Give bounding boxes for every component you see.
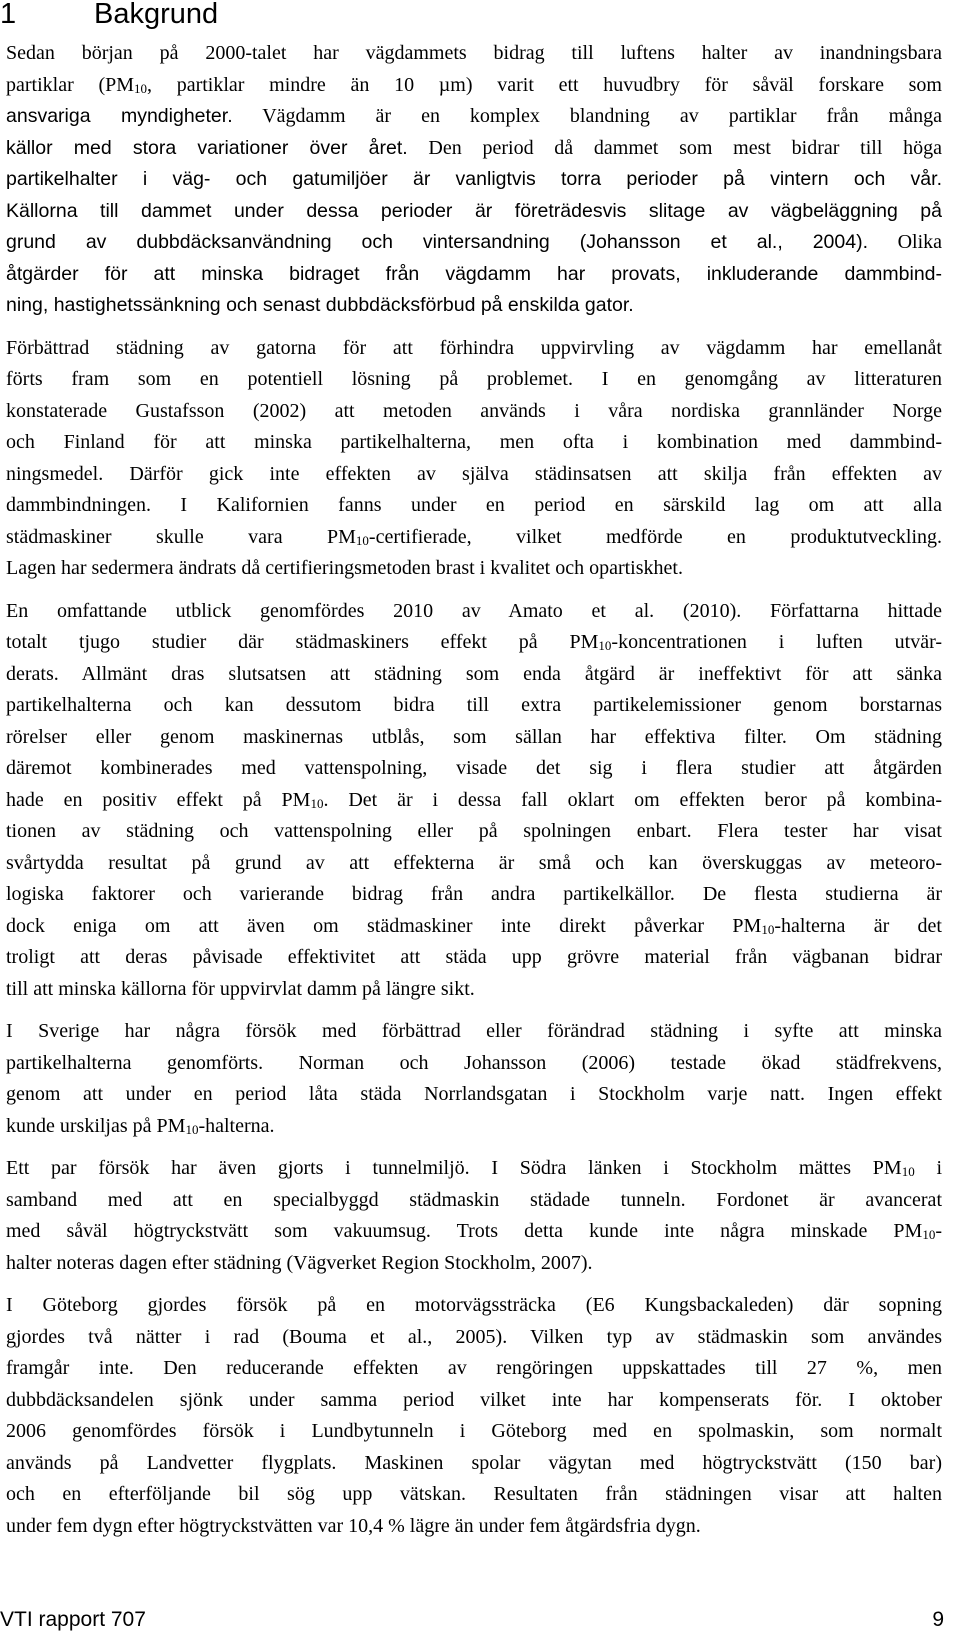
text-run: Ett par försök har även gjorts i tunnelmiljö. I Södra länken i Stockholm mättes PM [6, 1157, 902, 1179]
text-run: dammbindningen. I Kalifornien fanns under en period en särskild lag om att alla [6, 494, 942, 516]
text-line [6, 1111, 942, 1143]
subscript: 10 [134, 80, 148, 96]
text-line [6, 596, 942, 628]
text-run: med såväl högtryckstvätt som vakuumsug. Trots detta kunde inte några minskade PM [6, 1220, 923, 1242]
section-heading [0, 0, 218, 32]
text-run: Den period då dammet som mest bidrar till höga [407, 136, 943, 159]
paragraph [6, 1016, 942, 1142]
text-run: logiska faktorer och varierande bidrag från andra partikelkällor. De flesta studierna är [6, 883, 942, 905]
subscript: 10 [598, 638, 612, 653]
text-run-sans: grund av dubbdäcksanvändning och vintersandning (Johansson et al., 2004). [6, 231, 869, 253]
text-run: - [935, 1220, 942, 1242]
text-line [6, 911, 942, 943]
text-line [6, 879, 942, 911]
section-number: 1 [0, 0, 17, 30]
text-run: ningsmedel. Därför gick inte effekten av själva städinsatsen att skilja från effekten av [6, 462, 942, 485]
text-run: svårtydda resultat på grund av att effekterna är små och kan överskuggas av meteoro- [6, 851, 942, 874]
text-run: hade en positiv effekt på PM [6, 788, 311, 811]
text-line [6, 364, 942, 396]
text-line [6, 1216, 942, 1248]
text-line [6, 659, 942, 691]
body-text [6, 38, 942, 1553]
text-run-sans: partikelhalter i väg- och gatumiljöer är vanligtvis torra perioder på vintern och vår. [6, 168, 942, 190]
text-run: 2006 genomfördes försök i Lundbytunneln i Göteborg med en spolmaskin, som normalt [6, 1420, 942, 1442]
text-line [6, 627, 942, 659]
text-line [6, 490, 942, 522]
text-line [6, 133, 942, 165]
text-line [6, 1248, 942, 1280]
report-label: VTI rapport 707 [0, 1608, 146, 1631]
text-line [6, 942, 942, 974]
text-line [6, 1448, 942, 1480]
text-line [6, 459, 942, 491]
text-run: används på Landvetter flygplats. Maskinen spolar vägytan med högtryckstvätt (150 bar) [6, 1451, 942, 1474]
text-run: En omfattande utblick genomfördes 2010 av Amato et al. (2010). Författarna hittade [6, 599, 942, 622]
text-run: till att minska källorna för uppvirvlat damm på längre sikt. [6, 977, 475, 1000]
text-run: Olika [868, 231, 942, 253]
text-run: däremot kombinerades med vattenspolning, visade det sig i flera studier att åtgärden [6, 757, 942, 779]
paragraph [6, 596, 942, 1006]
text-line [6, 722, 942, 754]
text-line [6, 974, 942, 1006]
text-run: -koncentrationen i luften utvär- [611, 631, 942, 653]
text-run: derats. Allmänt dras slutsatsen att städning som enda åtgärd är ineffektivt för att sänka [6, 662, 942, 685]
text-run: troligt att deras påvisade effektivitet att städa upp grövre material från vägbanan bidrar [6, 946, 942, 968]
text-run: tionen av städning och vattenspolning eller på spolningen enbart. Flera tester har visat [6, 820, 942, 842]
text-line [6, 396, 942, 428]
text-run: -certifierade, vilket medförde en produktutveckling. [368, 525, 943, 548]
text-run: under fem dygn efter högtryckstvätten var 10,4 % lägre än under fem åtgärdsfria dygn. [6, 1514, 701, 1537]
text-run: i [914, 1157, 943, 1179]
text-line [6, 1511, 942, 1543]
text-line [6, 164, 942, 196]
page-number: 9 [932, 1608, 944, 1631]
text-run-sans: Källorna till dammet under dessa perioder är företrädesvis slitage av vägbeläggning på [6, 199, 942, 222]
text-run: kunde urskiljas på PM [6, 1114, 186, 1137]
text-line [6, 1416, 942, 1448]
text-run: Lagen har sedermera ändrats då certifieringsmetoden brast i kvalitet och opartiskhet. [6, 557, 683, 579]
text-run: Sedan början på 2000-talet har vägdammets bidrag till luftens halter av inandningsbara [6, 42, 942, 64]
paragraph [6, 1290, 942, 1542]
text-line [6, 38, 942, 70]
text-line [6, 196, 942, 228]
text-run: . Det är i dessa fall oklart om effekten beror på kombina- [323, 788, 942, 811]
text-line [6, 785, 942, 817]
text-line [6, 1290, 942, 1322]
text-run-sans: källor med stora variationer över året. [6, 136, 408, 159]
text-line [6, 1048, 942, 1080]
subscript: 10 [922, 1227, 936, 1242]
text-run: dubbdäcksandelen sjönk under samma period vilket inte har kompenserats för. I oktober [6, 1388, 942, 1411]
text-run: genom att under en period låta städa Norrlandsgatan i Stockholm varje natt. Ingen effekt [6, 1083, 942, 1105]
text-line [6, 1353, 942, 1385]
text-line [6, 427, 942, 459]
text-run-sans: ansvariga myndigheter. [6, 105, 233, 127]
text-line [6, 753, 942, 785]
page-footer [0, 1602, 960, 1638]
text-line [6, 1016, 942, 1048]
section-title: Bakgrund [94, 0, 219, 30]
text-line [6, 290, 942, 322]
text-run-sans: åtgärder för att minska bidraget från vägdamm har provats, inkluderande dammbind- [6, 262, 942, 285]
text-run: partikelhalterna genomförts. Norman och Johansson (2006) testade ökad städfrekvens, [6, 1051, 942, 1074]
text-line [6, 1385, 942, 1417]
text-run: -halterna. [198, 1114, 275, 1137]
text-run: partikelhalterna och kan dessutom bidra till extra partikelemissioner genom borstarnas [6, 694, 942, 716]
paragraph [6, 1153, 942, 1279]
text-line [6, 259, 942, 291]
text-run: förts fram som en potentiell lösning på problemet. I en genomgång av litteraturen [6, 368, 942, 390]
text-run: städmaskiner skulle vara PM [6, 525, 356, 548]
text-run: I Göteborg gjordes försök på en motorvägssträcka (E6 Kungsbackaleden) där sopning [6, 1294, 942, 1316]
text-run: och en efterföljande bil sög upp vätskan. Resultaten från städningen visar att halten [6, 1483, 942, 1505]
subscript: 10 [901, 1164, 915, 1179]
subscript: 10 [185, 1121, 199, 1137]
text-line [6, 690, 942, 722]
text-run: dock eniga om att även om städmaskiner inte direkt påverkar PM [6, 914, 762, 937]
text-run: och Finland för att minska partikelhalterna, men ofta i kombination med dammbind- [6, 431, 942, 453]
text-line [6, 227, 942, 259]
text-run: totalt tjugo studier där städmaskiners effekt på PM [6, 631, 599, 653]
text-run: konstaterade Gustafsson (2002) att metoden används i våra nordiska grannländer Norge [6, 399, 942, 422]
text-run: Vägdamm är en komplex blandning av partiklar från många [232, 105, 942, 127]
text-line [6, 70, 942, 102]
subscript: 10 [310, 795, 324, 811]
text-line [6, 553, 942, 585]
text-run: partiklar (PM [6, 73, 135, 96]
text-run: halter noteras dagen efter städning (Vägverket Region Stockholm, 2007). [6, 1251, 593, 1274]
text-run: rörelser eller genom maskinernas utblås, som sällan har effektiva filter. Om städning [6, 725, 942, 748]
text-line [6, 848, 942, 880]
text-run: gjordes två nätter i rad (Bouma et al., 2005). Vilken typ av städmaskin som användes [6, 1325, 942, 1348]
text-run: -halterna är det [774, 914, 942, 937]
text-run: samband med att en specialbyggd städmaskin städade tunneln. Fordonet är avancerat [6, 1188, 942, 1211]
text-line [6, 1322, 942, 1354]
text-line [6, 333, 942, 365]
text-line [6, 1185, 942, 1217]
text-run: I Sverige har några försök med förbättrad eller förändrad städning i syfte att minska [6, 1020, 942, 1042]
paragraph [6, 38, 942, 322]
text-line [6, 1479, 942, 1511]
text-line [6, 101, 942, 133]
text-line [6, 816, 942, 848]
text-run: , partiklar mindre än 10 µm) varit ett huvudbry för såväl forskare som [147, 73, 942, 96]
text-run-sans: ning, hastighetssänkning och senast dubbdäcksförbud på enskilda gator. [6, 294, 634, 316]
text-run: framgår inte. Den reducerande effekten av rengöringen uppskattades till 27 %, men [6, 1357, 942, 1379]
text-line [6, 522, 942, 554]
text-line [6, 1153, 942, 1185]
text-run: Förbättrad städning av gatorna för att förhindra uppvirvling av vägdamm har emellanåt [6, 336, 942, 359]
subscript: 10 [761, 921, 775, 937]
subscript: 10 [355, 532, 369, 548]
paragraph [6, 333, 942, 585]
text-line [6, 1079, 942, 1111]
